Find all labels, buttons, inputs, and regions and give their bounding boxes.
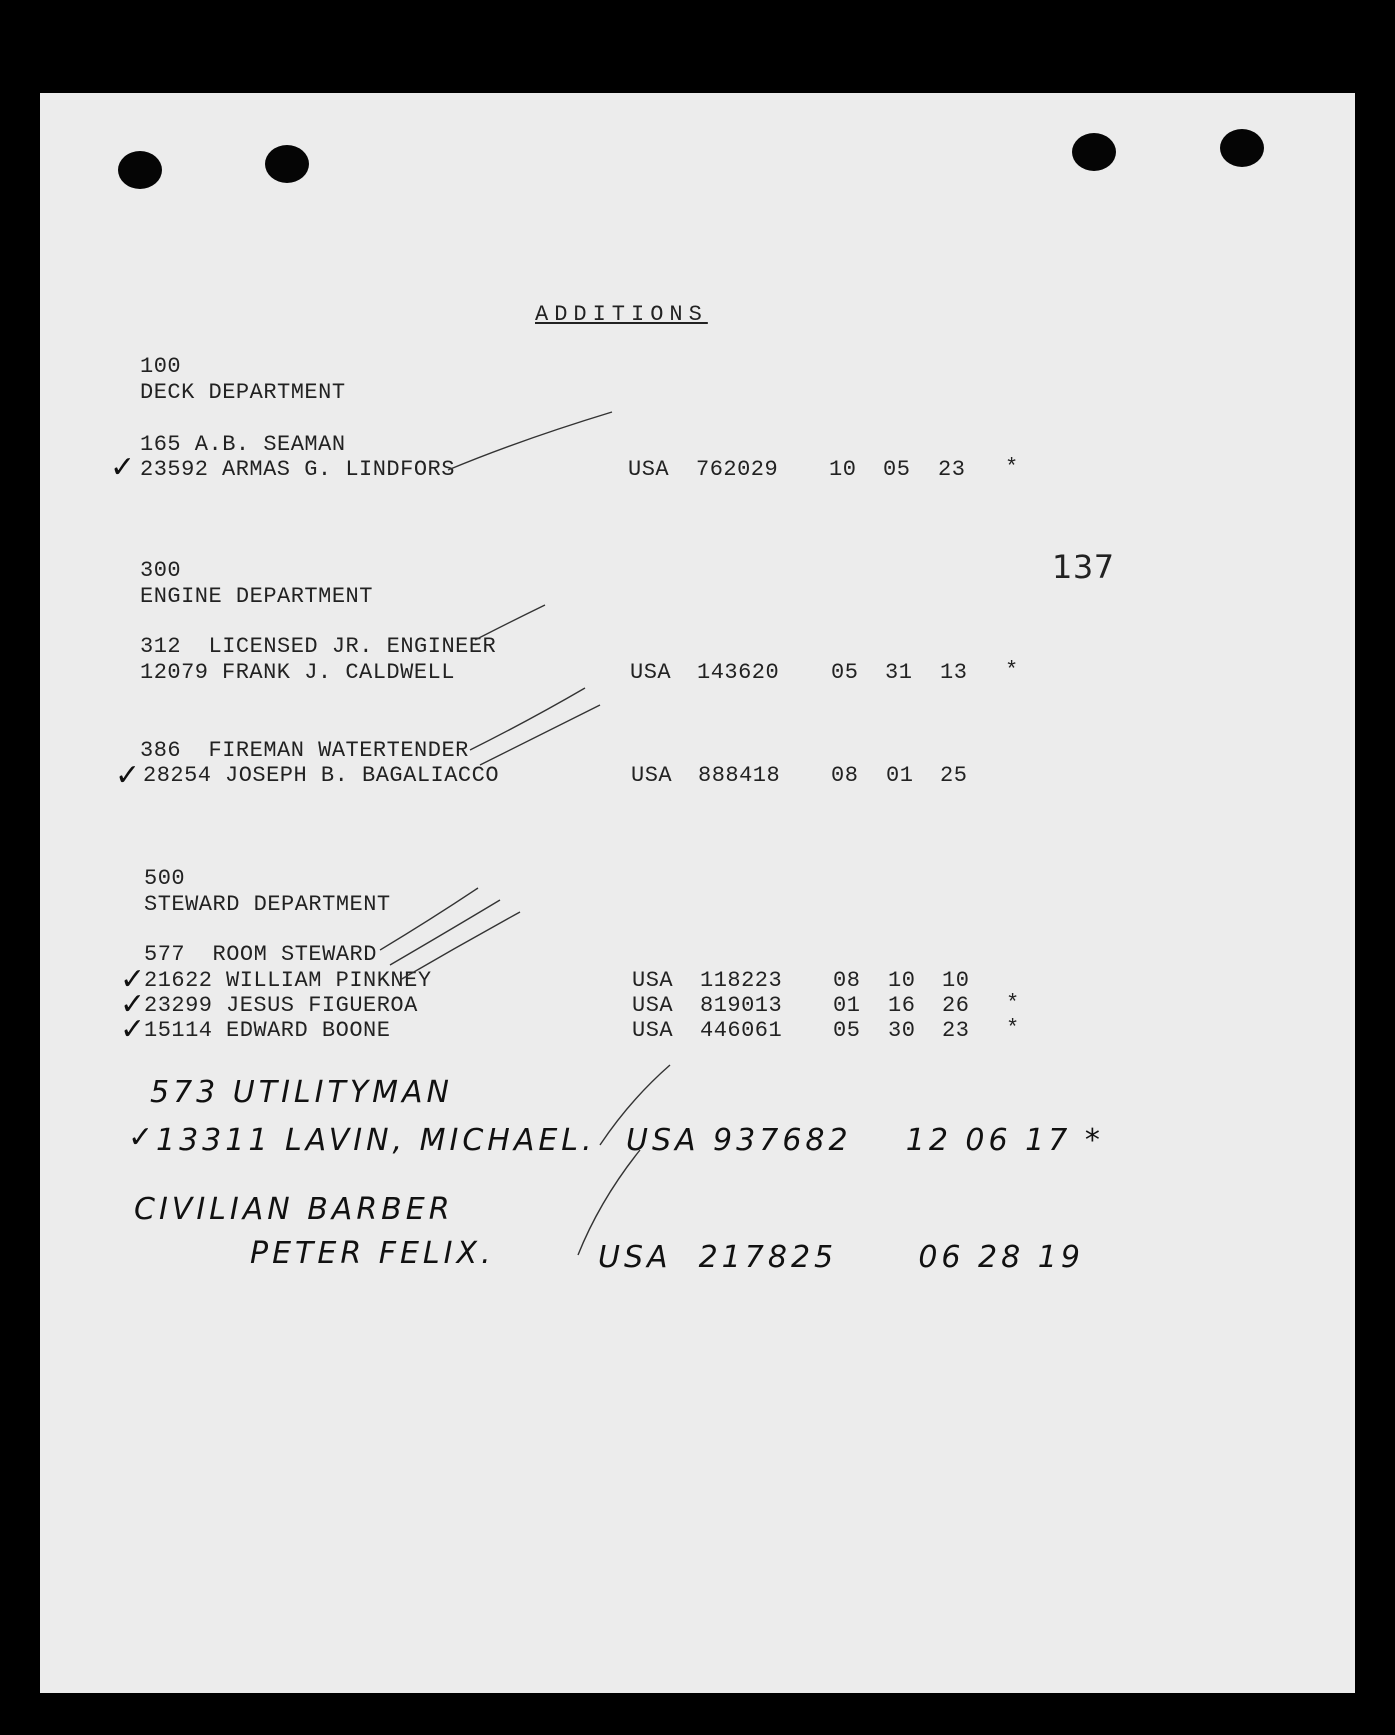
crew-number: 23299 <box>144 993 213 1018</box>
crew-certificate: 762029 <box>696 457 779 482</box>
check-mark: ✓ <box>120 987 146 1022</box>
check-mark: ✓ <box>120 1012 146 1047</box>
crew-name: JOSEPH B. BAGALIACCO <box>225 763 500 788</box>
handwritten-crew-details: USA 937682 12 06 17 * <box>626 1123 1104 1158</box>
crew-day: 31 <box>885 660 913 685</box>
department-code: 500 <box>144 866 186 891</box>
crew-number: 23592 <box>140 457 209 482</box>
crew-number: 12079 <box>140 660 209 685</box>
crew-year: 10 <box>942 968 970 993</box>
crew-month: 08 <box>831 763 859 788</box>
crew-year: 25 <box>940 763 968 788</box>
crew-nationality: USA <box>632 1018 674 1043</box>
crew-name: FRANK J. CALDWELL <box>222 660 455 685</box>
crew-name: WILLIAM PINKNEY <box>226 968 432 993</box>
crew-year: 23 <box>942 1018 970 1043</box>
crew-number: 15114 <box>144 1018 213 1043</box>
rating-label: 165 A.B. SEAMAN <box>140 432 346 457</box>
crew-month: 05 <box>833 1018 861 1043</box>
crew-month: 10 <box>829 457 857 482</box>
handwritten-crew-name: 13311 LAVIN, MICHAEL. <box>156 1123 596 1158</box>
crew-mark: * <box>1006 991 1020 1016</box>
check-mark: ✓ <box>110 450 136 485</box>
handwritten-crew-name: PETER FELIX. <box>250 1236 495 1271</box>
crew-nationality: USA <box>630 660 672 685</box>
crew-month: 01 <box>833 993 861 1018</box>
rating-label: 577 ROOM STEWARD <box>144 942 377 967</box>
crew-day: 16 <box>888 993 916 1018</box>
crew-mark: * <box>1005 455 1019 480</box>
department-name: DECK DEPARTMENT <box>140 380 346 405</box>
rating-label: 312 LICENSED JR. ENGINEER <box>140 634 497 659</box>
rating-label: 386 FIREMAN WATERTENDER <box>140 738 469 763</box>
crew-nationality: USA <box>628 457 670 482</box>
crew-certificate: 143620 <box>697 660 780 685</box>
crew-number: 21622 <box>144 968 213 993</box>
crew-certificate: 118223 <box>700 968 783 993</box>
crew-year: 13 <box>940 660 968 685</box>
crew-certificate: 819013 <box>700 993 783 1018</box>
crew-mark: * <box>1005 658 1019 683</box>
crew-month: 05 <box>831 660 859 685</box>
handwritten-rating: CIVILIAN BARBER <box>134 1192 454 1227</box>
department-code: 100 <box>140 354 182 379</box>
crew-year: 23 <box>938 457 966 482</box>
handwritten-rating: 573 UTILITYMAN <box>150 1075 453 1110</box>
crew-mark: * <box>1006 1016 1020 1041</box>
crew-certificate: 446061 <box>700 1018 783 1043</box>
crew-name: JESUS FIGUEROA <box>226 993 418 1018</box>
crew-month: 08 <box>833 968 861 993</box>
department-name: STEWARD DEPARTMENT <box>144 892 391 917</box>
page-number: 137 <box>1052 548 1115 586</box>
crew-nationality: USA <box>631 763 673 788</box>
crew-day: 01 <box>886 763 914 788</box>
crew-nationality: USA <box>632 968 674 993</box>
handwritten-crew-details: USA 217825 06 28 19 <box>598 1240 1084 1275</box>
crew-day: 30 <box>888 1018 916 1043</box>
check-mark: ✓ <box>128 1120 154 1155</box>
crew-number: 28254 <box>143 763 212 788</box>
department-name: ENGINE DEPARTMENT <box>140 584 373 609</box>
crew-day: 10 <box>888 968 916 993</box>
crew-day: 05 <box>883 457 911 482</box>
crew-name: EDWARD BOONE <box>226 1018 391 1043</box>
check-mark: ✓ <box>115 758 141 793</box>
check-mark: ✓ <box>120 962 146 997</box>
crew-name: ARMAS G. LINDFORS <box>222 457 455 482</box>
crew-certificate: 888418 <box>698 763 781 788</box>
page-title: ADDITIONS <box>535 302 708 327</box>
crew-year: 26 <box>942 993 970 1018</box>
crew-nationality: USA <box>632 993 674 1018</box>
department-code: 300 <box>140 558 182 583</box>
